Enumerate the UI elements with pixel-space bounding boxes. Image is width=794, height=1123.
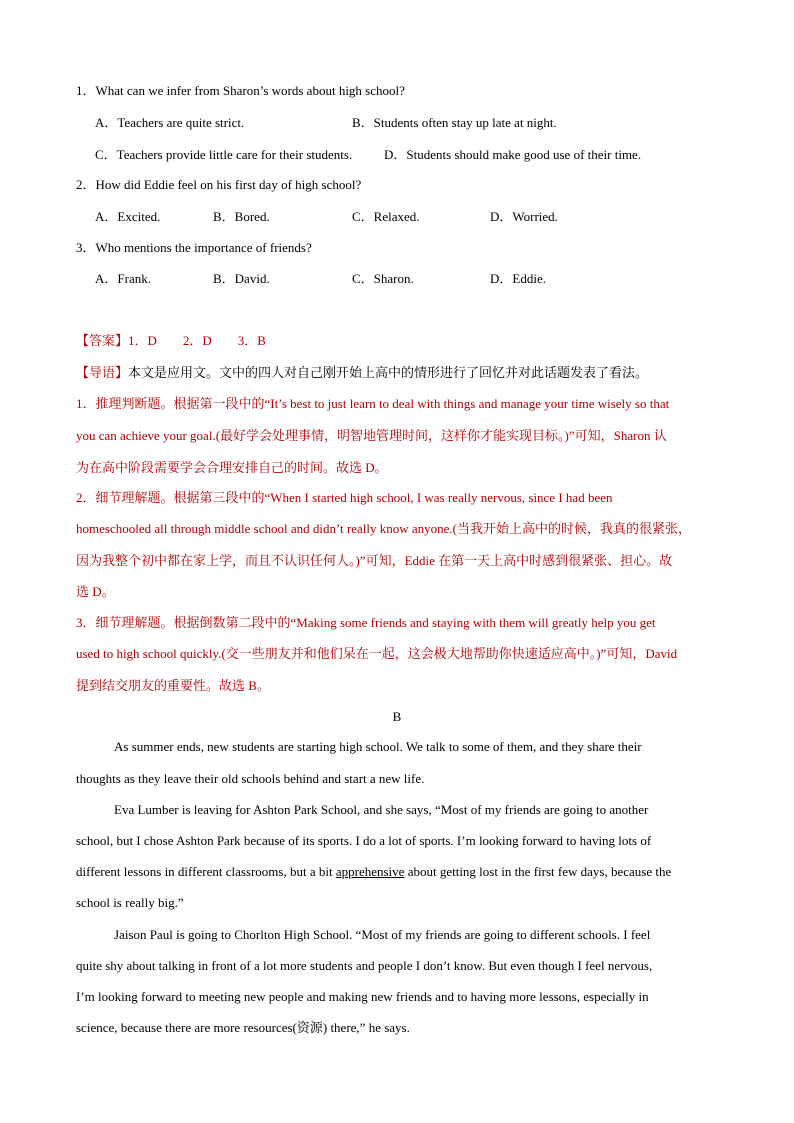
explanation-2-line-2: homeschooled all through middle school and didn’t really know anyone.(当我开始上高中的时候，我真的很紧张， (76, 521, 692, 536)
answer-values: 1．D 2．D 3．B (128, 333, 266, 348)
passage-p2-line-4: school is really big.” (76, 895, 184, 910)
passage-p3-line-3: I’m looking forward to meeting new people and making new friends and to having more lessons, especially in (76, 989, 649, 1004)
guide-tag: 【导语】 (76, 365, 129, 380)
question-2-option-a: A．Excited. (95, 209, 161, 224)
answer-line (76, 333, 266, 349)
section-letter: B (392, 709, 402, 724)
passage-p2-line-1: Eva Lumber is leaving for Ashton Park School, and she says, “Most of my friends are going to another (114, 802, 649, 817)
explanation-1-line-3: 为在高中阶段需要学会合理安排自己的时间。故选 D。 (76, 460, 388, 475)
passage-p1-line-1: As summer ends, new students are starting high school. We talk to some of them, and they share their (114, 739, 642, 754)
explanation-3-line-1: 3．细节理解题。根据倒数第二段中的“Making some friends and staying with them will greatly help you get (76, 615, 656, 630)
passage-p3-line-1: Jaison Paul is going to Chorlton High School. “Most of my friends are going to different schools. I feel (114, 927, 651, 942)
explanation-1-line-1: 1．推理判断题。根据第一段中的“It’s best to just learn to deal with things and manage your time wisely so that (76, 396, 670, 411)
explanation-1-line-2: you can achieve your goal.(最好学会处理事情，明智地管理时间，这样你才能实现目标。)”可知，Sharon 认 (76, 428, 667, 443)
passage-p1-line-2: thoughts as they leave their old schools behind and start a new life. (76, 771, 425, 786)
question-1-option-d: D．Students should make good use of their time. (384, 147, 642, 162)
passage-p2-line-3 (76, 864, 671, 880)
passage-p3-line-2: quite shy about talking in front of a lot more students and people I don’t know. But even though I feel nervous, (76, 958, 653, 973)
explanation-3-line-2: used to high school quickly.(交一些朋友并和他们呆在一起，这会极大地帮助你快速适应高中。)”可知，David (76, 646, 678, 661)
passage-p2-line-3-after: about getting lost in the first few days, because the (404, 864, 672, 879)
passage-p2-line-2: school, but I chose Ashton Park because of its sports. I do a lot of sports. I’m looking forward to having lots of (76, 833, 652, 848)
explanation-2-line-3: 因为我整个初中都在家上学，而且不认识任何人。)”可知，Eddie 在第一天上高中时感到很紧张、担心。故 (76, 553, 673, 568)
question-3-stem: 3．Who mentions the importance of friends? (76, 240, 312, 255)
vocab-apprehensive: apprehensive (335, 864, 405, 879)
guide-text: 本文是应用文。文中的四人对自己刚开始上高中的情形进行了回忆并对此话题发表了看法。 (128, 365, 649, 380)
question-3-option-c: C．Sharon. (352, 271, 414, 286)
question-3-option-b: B．David. (213, 271, 270, 286)
passage-p2-line-3-before: different lessons in different classrooms, but a bit (76, 864, 336, 879)
question-3-option-d: D．Eddie. (490, 271, 546, 286)
question-1-option-c: C．Teachers provide little care for their students. (95, 147, 353, 162)
explanation-2-line-1: 2．细节理解题。根据第三段中的“When I started high school, I was really nervous, since I had been (76, 490, 613, 505)
explanation-3-line-3: 提到结交朋友的重要性。故选 B。 (76, 678, 270, 693)
question-3-option-a: A．Frank. (95, 271, 151, 286)
question-2-option-d: D．Worried. (490, 209, 558, 224)
passage-p3-line-4: science, because there are more resources(资源) there,” he says. (76, 1020, 410, 1035)
question-2-option-b: B．Bored. (213, 209, 270, 224)
explanation-2-line-4: 选 D。 (76, 584, 115, 599)
question-1-stem: 1．What can we infer from Sharon’s words about high school? (76, 83, 405, 98)
answer-tag: 【答案】 (76, 333, 129, 348)
question-1-option-b: B．Students often stay up late at night. (352, 115, 557, 130)
question-1-option-a: A．Teachers are quite strict. (95, 115, 245, 130)
guide-line (76, 365, 648, 381)
question-2-option-c: C．Relaxed. (352, 209, 420, 224)
question-2-stem: 2．How did Eddie feel on his first day of high school? (76, 177, 362, 192)
